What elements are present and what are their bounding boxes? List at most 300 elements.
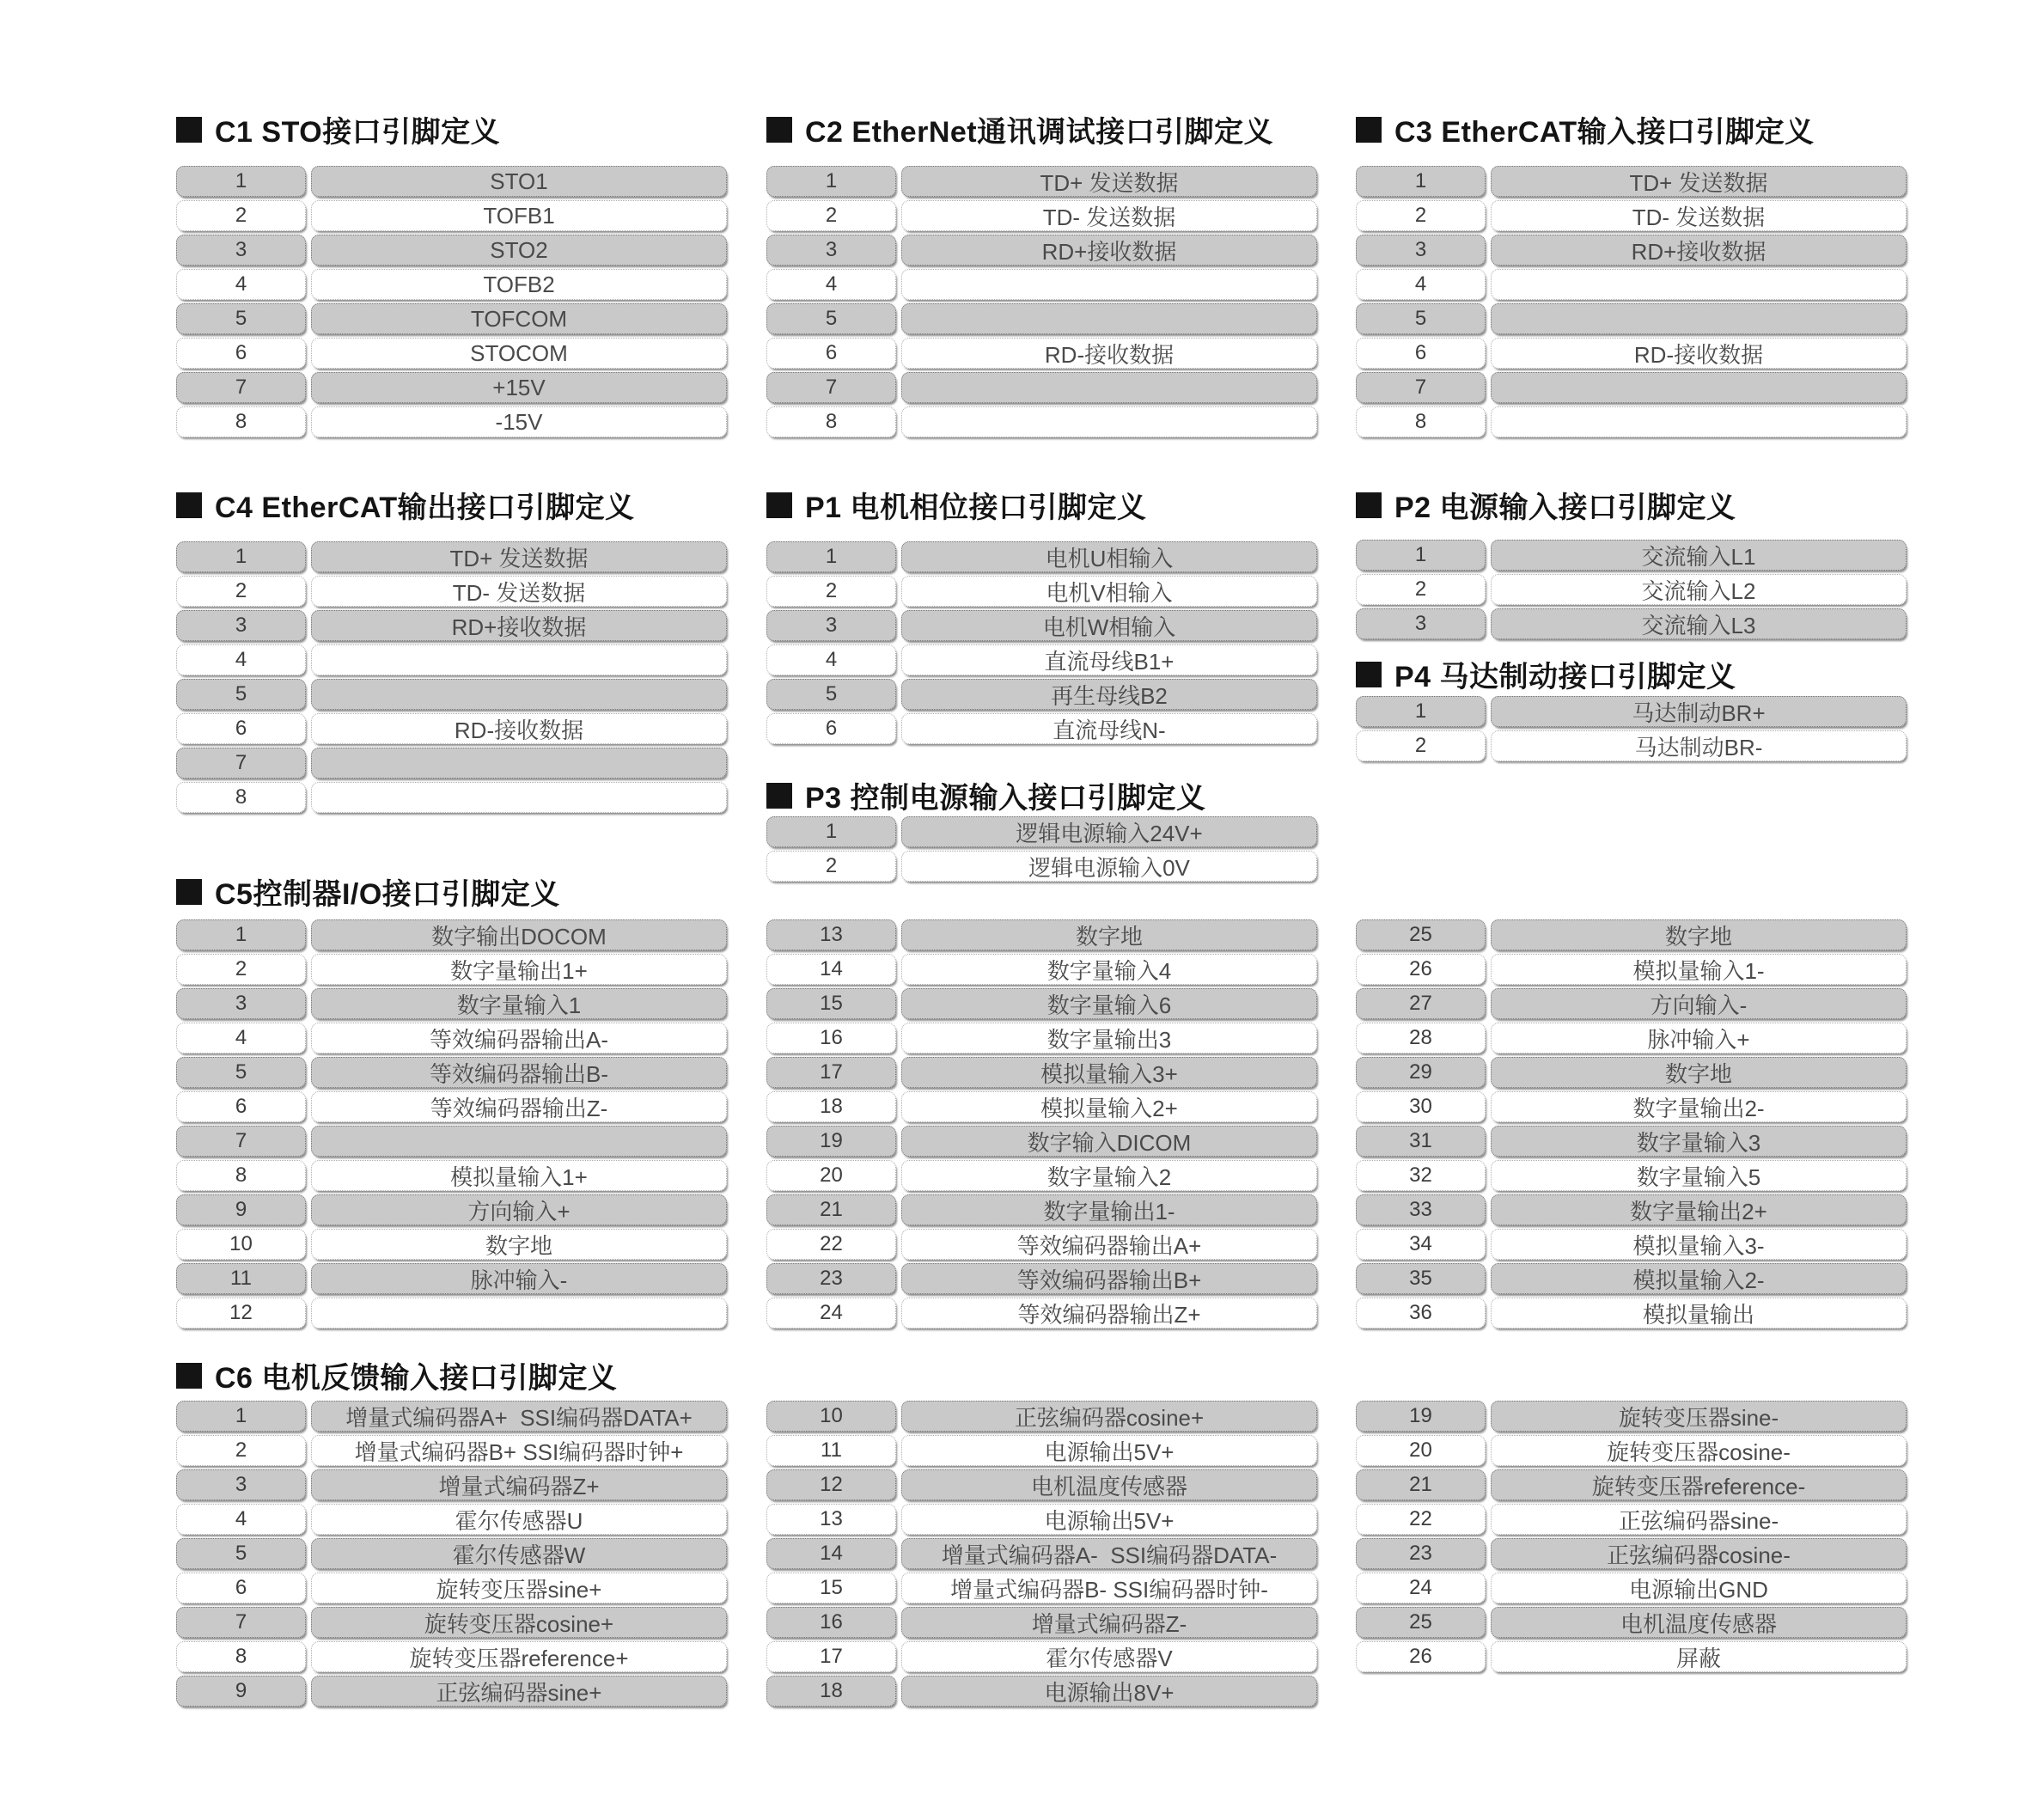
section-title-c1: [176, 108, 500, 150]
pin-description-cell: 直流母线N-: [901, 713, 1317, 744]
table-row: [176, 303, 727, 334]
pin-description-cell: 数字量输出1-: [901, 1194, 1317, 1225]
table-row: [176, 1676, 727, 1707]
table-row: [766, 372, 1317, 403]
pin-description-cell: 正弦编码器sine+: [311, 1676, 727, 1707]
pin-number-cell: 9: [176, 1676, 306, 1707]
table-row: [766, 1023, 1317, 1054]
pin-number-cell: 4: [1356, 269, 1486, 300]
table-row: [1356, 1160, 1907, 1191]
pin-number-cell: 1: [176, 541, 306, 572]
table-row: [766, 851, 1317, 882]
pin-number-cell: 2: [766, 851, 896, 882]
pin-number-cell: 11: [766, 1435, 896, 1466]
table-row: [766, 713, 1317, 744]
table-row: [176, 576, 727, 607]
pin-description-cell: RD+接收数据: [311, 610, 727, 641]
pin-description-cell: 正弦编码器cosine+: [901, 1401, 1317, 1432]
table-row: [1356, 235, 1907, 266]
pin-description-cell: 数字量输入2: [901, 1160, 1317, 1191]
pin-number-cell: 1: [176, 919, 306, 950]
pin-description-cell: 数字输出DOCOM: [311, 919, 727, 950]
pin-description-cell: 模拟量输入3-: [1491, 1229, 1907, 1260]
pin-number-cell: 4: [176, 644, 306, 675]
pin-description-cell: 再生母线B2: [901, 679, 1317, 710]
pin-description-cell: [1491, 372, 1907, 403]
pin-table-c3: [1356, 166, 1907, 437]
pin-description-cell: TD- 发送数据: [1491, 200, 1907, 231]
section-title-p4: [1356, 653, 1736, 695]
pin-description-cell: 数字量输出2+: [1491, 1194, 1907, 1225]
pin-number-cell: 32: [1356, 1160, 1486, 1191]
section-title-text: C1 STO接口引脚定义: [215, 116, 501, 149]
table-row: [1356, 1263, 1907, 1294]
pin-number-cell: 1: [176, 1401, 306, 1432]
section-title-c4: [176, 484, 635, 526]
pin-description-cell: 数字量输入3: [1491, 1126, 1907, 1157]
section-title-p1: [766, 484, 1147, 526]
pin-number-cell: 34: [1356, 1229, 1486, 1260]
table-row: [176, 235, 727, 266]
pin-description-cell: [901, 372, 1317, 403]
section-title-text: C6 电机反馈输入接口引脚定义: [215, 1362, 618, 1395]
pin-description-cell: 数字量输出2-: [1491, 1091, 1907, 1122]
pin-number-cell: 12: [766, 1469, 896, 1500]
pin-number-cell: 27: [1356, 988, 1486, 1019]
pin-description-cell: 模拟量输出: [1491, 1298, 1907, 1328]
pin-description-cell: 直流母线B1+: [901, 644, 1317, 675]
pin-number-cell: 1: [766, 816, 896, 847]
pin-description-cell: 模拟量输入2-: [1491, 1263, 1907, 1294]
section-marker-icon: [176, 1363, 202, 1389]
table-row: [1356, 1538, 1907, 1569]
table-row: [1356, 1298, 1907, 1328]
pin-number-cell: 2: [766, 200, 896, 231]
pin-number-cell: 7: [176, 748, 306, 779]
pin-table-c1: [176, 166, 727, 437]
table-row: [1356, 1091, 1907, 1122]
table-row: [1356, 1573, 1907, 1603]
table-row: [176, 919, 727, 950]
pin-number-cell: 6: [176, 338, 306, 369]
table-row: [176, 1194, 727, 1225]
pin-description-cell: [901, 406, 1317, 437]
table-row: [766, 1469, 1317, 1500]
table-row: [766, 1057, 1317, 1088]
pin-description-cell: 正弦编码器cosine-: [1491, 1538, 1907, 1569]
table-row: [766, 954, 1317, 985]
pin-number-cell: 3: [176, 1469, 306, 1500]
table-row: [766, 1573, 1317, 1603]
pin-number-cell: 5: [1356, 303, 1486, 334]
section-marker-icon: [176, 492, 202, 518]
pin-number-cell: 18: [766, 1091, 896, 1122]
pin-number-cell: 21: [1356, 1469, 1486, 1500]
pin-number-cell: 16: [766, 1607, 896, 1638]
pin-number-cell: 26: [1356, 1641, 1486, 1672]
table-row: [766, 1607, 1317, 1638]
table-row: [766, 919, 1317, 950]
pin-number-cell: 4: [766, 269, 896, 300]
pin-table-c5-pins-1-12: [176, 919, 727, 1328]
table-row: [1356, 1469, 1907, 1500]
pin-number-cell: 2: [176, 576, 306, 607]
pin-description-cell: 数字地: [311, 1229, 727, 1260]
table-row: [176, 1641, 727, 1672]
pin-description-cell: TOFB2: [311, 269, 727, 300]
pin-number-cell: 2: [766, 576, 896, 607]
pin-description-cell: TD+ 发送数据: [901, 166, 1317, 197]
pin-number-cell: 2: [1356, 574, 1486, 605]
pin-number-cell: 2: [176, 200, 306, 231]
pin-description-cell: [311, 679, 727, 710]
pin-number-cell: 12: [176, 1298, 306, 1328]
pin-number-cell: 15: [766, 1573, 896, 1603]
table-row: [766, 988, 1317, 1019]
pin-description-cell: 电机V相输入: [901, 576, 1317, 607]
table-row: [176, 269, 727, 300]
pin-description-cell: RD+接收数据: [901, 235, 1317, 266]
pin-description-cell: [901, 303, 1317, 334]
table-row: [176, 954, 727, 985]
table-row: [1356, 303, 1907, 334]
pin-number-cell: 6: [176, 1091, 306, 1122]
pin-number-cell: 31: [1356, 1126, 1486, 1157]
section-marker-icon: [176, 879, 202, 905]
table-row: [766, 1676, 1317, 1707]
pin-description-cell: 正弦编码器sine-: [1491, 1504, 1907, 1535]
pin-description-cell: 旋转变压器cosine+: [311, 1607, 727, 1638]
pin-description-cell: 霍尔传感器U: [311, 1504, 727, 1535]
pin-number-cell: 10: [766, 1401, 896, 1432]
pin-number-cell: 2: [1356, 730, 1486, 761]
table-row: [766, 1298, 1317, 1328]
section-title-p2: [1356, 484, 1736, 526]
pin-description-cell: TD+ 发送数据: [311, 541, 727, 572]
section-title-text: P3 控制电源输入接口引脚定义: [805, 782, 1206, 815]
pin-description-cell: 数字地: [1491, 919, 1907, 950]
table-row: [766, 610, 1317, 641]
section-marker-icon: [766, 117, 792, 143]
pin-description-cell: 旋转变压器sine-: [1491, 1401, 1907, 1432]
table-row: [176, 1401, 727, 1432]
pin-number-cell: 25: [1356, 919, 1486, 950]
pin-number-cell: 29: [1356, 1057, 1486, 1088]
pin-number-cell: 3: [1356, 235, 1486, 266]
pin-number-cell: 3: [176, 610, 306, 641]
pin-description-cell: 电机W相输入: [901, 610, 1317, 641]
table-row: [176, 200, 727, 231]
pin-description-cell: 数字地: [1491, 1057, 1907, 1088]
pin-number-cell: 2: [176, 954, 306, 985]
table-row: [766, 816, 1317, 847]
table-row: [766, 235, 1317, 266]
section-title-c2: [766, 108, 1273, 150]
table-row: [176, 679, 727, 710]
pin-number-cell: 30: [1356, 1091, 1486, 1122]
pin-number-cell: 6: [766, 713, 896, 744]
pin-description-cell: TD- 发送数据: [901, 200, 1317, 231]
pin-description-cell: 等效编码器输出Z+: [901, 1298, 1317, 1328]
table-row: [766, 576, 1317, 607]
table-row: [176, 1298, 727, 1328]
table-row: [176, 1469, 727, 1500]
table-row: [1356, 608, 1907, 639]
pin-description-cell: 霍尔传感器V: [901, 1641, 1317, 1672]
section-marker-icon: [1356, 662, 1382, 687]
pin-number-cell: 17: [766, 1641, 896, 1672]
table-row: [1356, 1641, 1907, 1672]
pin-description-cell: TOFCOM: [311, 303, 727, 334]
table-row: [1356, 406, 1907, 437]
table-row: [1356, 1229, 1907, 1260]
pin-number-cell: 19: [766, 1126, 896, 1157]
pin-description-cell: +15V: [311, 372, 727, 403]
section-title-c3: [1356, 108, 1815, 150]
pin-description-cell: STO1: [311, 166, 727, 197]
table-row: [1356, 540, 1907, 571]
pin-description-cell: 增量式编码器Z+: [311, 1469, 727, 1500]
pin-number-cell: 14: [766, 1538, 896, 1569]
table-row: [176, 1435, 727, 1466]
pin-description-cell: 方向输入+: [311, 1194, 727, 1225]
pin-number-cell: 7: [766, 372, 896, 403]
table-row: [176, 1229, 727, 1260]
pin-description-cell: 屏蔽: [1491, 1641, 1907, 1672]
pin-number-cell: 1: [1356, 696, 1486, 727]
table-row: [766, 644, 1317, 675]
table-row: [766, 406, 1317, 437]
pin-description-cell: STOCOM: [311, 338, 727, 369]
pin-table-p4: [1356, 696, 1907, 761]
pin-number-cell: 24: [766, 1298, 896, 1328]
pin-description-cell: 马达制动BR+: [1491, 696, 1907, 727]
table-row: [1356, 1435, 1907, 1466]
pin-number-cell: 7: [176, 372, 306, 403]
table-row: [1356, 1504, 1907, 1535]
pin-description-cell: 旋转变压器sine+: [311, 1573, 727, 1603]
pin-number-cell: 15: [766, 988, 896, 1019]
pin-number-cell: 7: [176, 1607, 306, 1638]
pin-number-cell: 1: [766, 541, 896, 572]
pin-number-cell: 5: [766, 303, 896, 334]
pin-number-cell: 6: [176, 1573, 306, 1603]
table-row: [1356, 1057, 1907, 1088]
pin-table-c6-pins-1-9: [176, 1401, 727, 1707]
table-row: [176, 541, 727, 572]
pin-description-cell: 增量式编码器B- SSI编码器时钟-: [901, 1573, 1317, 1603]
pin-table-c2: [766, 166, 1317, 437]
pin-description-cell: 脉冲输入+: [1491, 1023, 1907, 1054]
table-row: [766, 166, 1317, 197]
table-row: [176, 1023, 727, 1054]
pin-description-cell: 电机温度传感器: [1491, 1607, 1907, 1638]
pin-table-p1: [766, 541, 1317, 744]
pin-description-cell: 电源输出5V+: [901, 1435, 1317, 1466]
table-row: [766, 1229, 1317, 1260]
pin-description-cell: TOFB1: [311, 200, 727, 231]
table-row: [176, 610, 727, 641]
pin-description-cell: 旋转变压器cosine-: [1491, 1435, 1907, 1466]
pin-number-cell: 11: [176, 1263, 306, 1294]
pin-number-cell: 5: [176, 679, 306, 710]
pin-number-cell: 20: [766, 1160, 896, 1191]
pin-description-cell: RD-接收数据: [1491, 338, 1907, 369]
pin-description-cell: 等效编码器输出B-: [311, 1057, 727, 1088]
table-row: [1356, 574, 1907, 605]
table-row: [766, 1126, 1317, 1157]
pin-number-cell: 22: [1356, 1504, 1486, 1535]
pin-description-cell: 电源输出5V+: [901, 1504, 1317, 1535]
pin-number-cell: 1: [1356, 540, 1486, 571]
pin-number-cell: 4: [766, 644, 896, 675]
section-title-text: C2 EtherNet通讯调试接口引脚定义: [805, 116, 1274, 149]
table-row: [1356, 372, 1907, 403]
pin-number-cell: 8: [176, 1641, 306, 1672]
table-row: [1356, 269, 1907, 300]
pin-description-cell: 逻辑电源输入24V+: [901, 816, 1317, 847]
table-row: [766, 338, 1317, 369]
pin-number-cell: 4: [176, 269, 306, 300]
pin-number-cell: 1: [766, 166, 896, 197]
table-row: [1356, 696, 1907, 727]
table-row: [1356, 730, 1907, 761]
pin-number-cell: 17: [766, 1057, 896, 1088]
pin-table-c5-pins-25-36: [1356, 919, 1907, 1328]
pin-number-cell: 2: [1356, 200, 1486, 231]
table-row: [1356, 988, 1907, 1019]
table-row: [176, 1091, 727, 1122]
pin-description-cell: 模拟量输入2+: [901, 1091, 1317, 1122]
pin-description-cell: [311, 644, 727, 675]
section-title-p3: [766, 774, 1206, 816]
table-row: [766, 1435, 1317, 1466]
pin-description-cell: 数字量输入4: [901, 954, 1317, 985]
pin-description-cell: 旋转变压器reference-: [1491, 1469, 1907, 1500]
pin-number-cell: 9: [176, 1194, 306, 1225]
pin-description-cell: 等效编码器输出Z-: [311, 1091, 727, 1122]
table-row: [176, 372, 727, 403]
pin-description-cell: 数字量输出3: [901, 1023, 1317, 1054]
pin-description-cell: 增量式编码器A+ SSI编码器DATA+: [311, 1401, 727, 1432]
table-row: [176, 644, 727, 675]
pin-number-cell: 4: [176, 1023, 306, 1054]
table-row: [766, 200, 1317, 231]
table-row: [176, 988, 727, 1019]
section-title-text: C4 EtherCAT输出接口引脚定义: [215, 492, 635, 524]
pin-description-cell: TD- 发送数据: [311, 576, 727, 607]
pin-number-cell: 23: [766, 1263, 896, 1294]
pin-number-cell: 18: [766, 1676, 896, 1707]
pin-number-cell: 3: [1356, 608, 1486, 639]
pin-description-cell: 数字量输入5: [1491, 1160, 1907, 1191]
pin-number-cell: 3: [766, 235, 896, 266]
pin-number-cell: 26: [1356, 954, 1486, 985]
pin-description-cell: [1491, 303, 1907, 334]
pin-number-cell: 33: [1356, 1194, 1486, 1225]
pin-description-cell: 等效编码器输出A-: [311, 1023, 727, 1054]
table-row: [176, 1126, 727, 1157]
section-marker-icon: [1356, 492, 1382, 518]
pin-number-cell: 2: [176, 1435, 306, 1466]
pin-description-cell: STO2: [311, 235, 727, 266]
table-row: [176, 1504, 727, 1535]
pin-number-cell: 3: [176, 988, 306, 1019]
pin-table-p2: [1356, 540, 1907, 639]
pin-description-cell: 等效编码器输出B+: [901, 1263, 1317, 1294]
pin-number-cell: 6: [1356, 338, 1486, 369]
pin-number-cell: 6: [176, 713, 306, 744]
table-row: [176, 406, 727, 437]
pin-number-cell: 5: [176, 1057, 306, 1088]
pin-number-cell: 16: [766, 1023, 896, 1054]
pin-description-cell: [901, 269, 1317, 300]
pin-description-cell: [311, 1298, 727, 1328]
table-row: [766, 1194, 1317, 1225]
section-marker-icon: [766, 492, 792, 518]
section-marker-icon: [1356, 117, 1382, 143]
pin-table-c5-pins-13-24: [766, 919, 1317, 1328]
pin-description-cell: 数字量输入1: [311, 988, 727, 1019]
pin-number-cell: 5: [766, 679, 896, 710]
pin-description-cell: [1491, 269, 1907, 300]
pin-description-cell: RD+接收数据: [1491, 235, 1907, 266]
pin-description-cell: [311, 1126, 727, 1157]
pin-description-cell: 数字输入DICOM: [901, 1126, 1317, 1157]
pin-description-cell: 增量式编码器A- SSI编码器DATA-: [901, 1538, 1317, 1569]
pin-number-cell: 7: [176, 1126, 306, 1157]
pin-number-cell: 14: [766, 954, 896, 985]
pin-number-cell: 1: [176, 166, 306, 197]
table-row: [766, 1401, 1317, 1432]
table-row: [176, 748, 727, 779]
pin-description-cell: 旋转变压器reference+: [311, 1641, 727, 1672]
table-row: [176, 1263, 727, 1294]
pin-description-cell: 模拟量输入1+: [311, 1160, 727, 1191]
table-row: [766, 541, 1317, 572]
pin-description-cell: 数字量输出1+: [311, 954, 727, 985]
pin-number-cell: 35: [1356, 1263, 1486, 1294]
pin-number-cell: 8: [766, 406, 896, 437]
pin-description-cell: 增量式编码器Z-: [901, 1607, 1317, 1638]
pin-number-cell: 10: [176, 1229, 306, 1260]
pin-description-cell: 交流输入L1: [1491, 540, 1907, 571]
table-row: [766, 679, 1317, 710]
pin-description-cell: [1491, 406, 1907, 437]
pin-number-cell: 25: [1356, 1607, 1486, 1638]
table-row: [176, 1607, 727, 1638]
table-row: [766, 1641, 1317, 1672]
pin-table-c6-pins-19-26: [1356, 1401, 1907, 1672]
pin-number-cell: 20: [1356, 1435, 1486, 1466]
pin-description-cell: 方向输入-: [1491, 988, 1907, 1019]
pin-description-cell: 逻辑电源输入0V: [901, 851, 1317, 882]
table-row: [1356, 200, 1907, 231]
pin-number-cell: 3: [766, 610, 896, 641]
table-row: [766, 1091, 1317, 1122]
section-title-text: C5控制器I/O接口引脚定义: [215, 878, 560, 911]
pin-description-cell: RD-接收数据: [311, 713, 727, 744]
pin-number-cell: 21: [766, 1194, 896, 1225]
pin-description-cell: 脉冲输入-: [311, 1263, 727, 1294]
pin-table-c6-pins-10-18: [766, 1401, 1317, 1707]
table-row: [176, 1057, 727, 1088]
table-row: [176, 166, 727, 197]
section-title-text: C3 EtherCAT输入接口引脚定义: [1394, 116, 1815, 149]
pin-number-cell: 13: [766, 919, 896, 950]
pin-description-cell: 数字地: [901, 919, 1317, 950]
pin-description-cell: 电源输出8V+: [901, 1676, 1317, 1707]
